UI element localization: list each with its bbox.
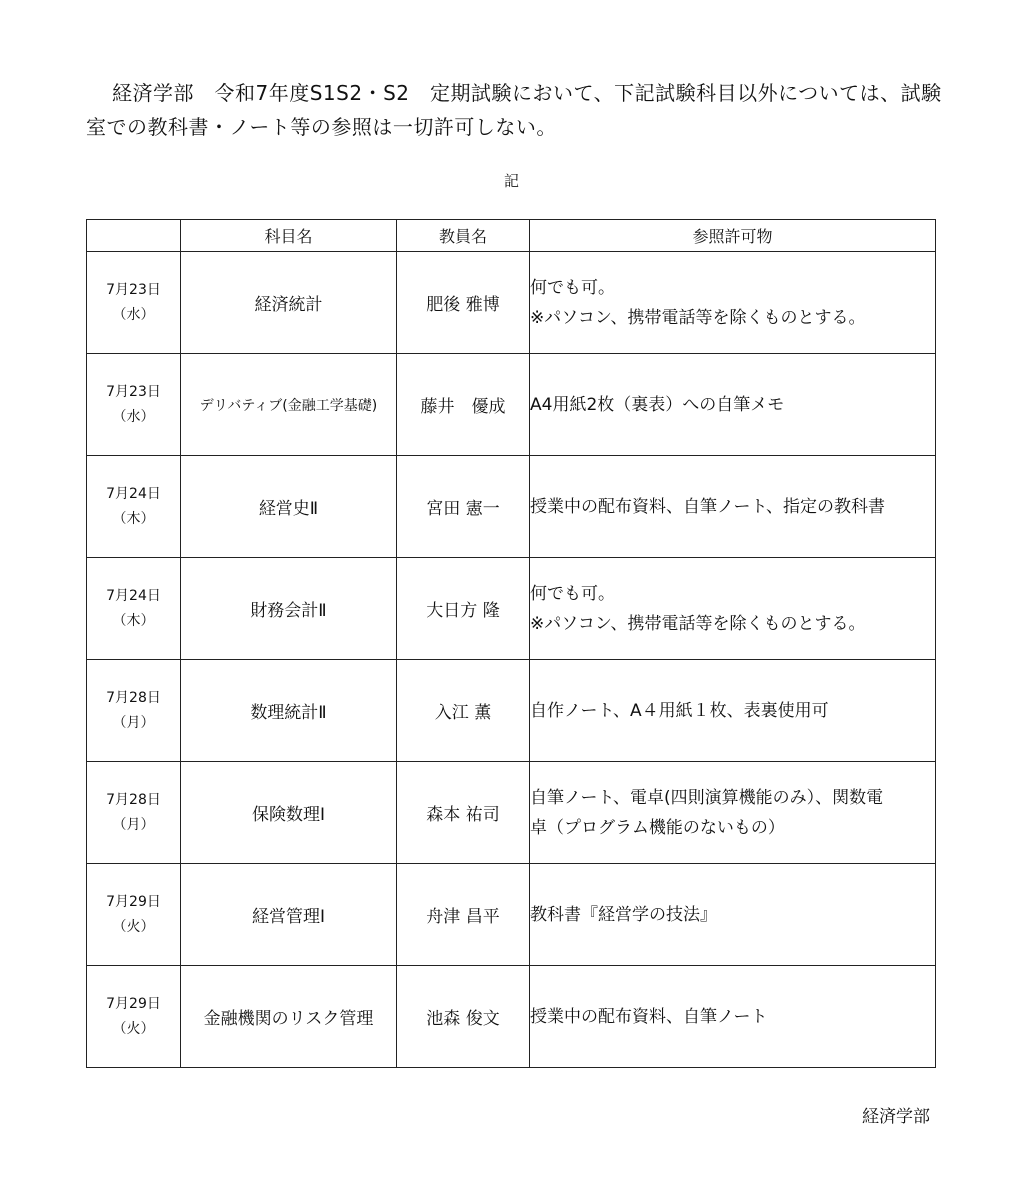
issuer-signature: 経済学部	[862, 1107, 930, 1127]
subject-name: 経営史Ⅱ	[181, 456, 397, 558]
notice-paragraph: 経済学部 令和7年度S1S2・S2 定期試験において、下記試験科目以外については、試験室での教科書・ノート等の参照は一切許可しない。	[86, 81, 942, 139]
teacher-name: 舟津 昌平	[397, 864, 530, 966]
teacher-name: 大日方 隆	[397, 558, 530, 660]
exam-date: 7月24日	[106, 587, 161, 604]
allowed-materials	[530, 558, 936, 660]
allowed-materials	[530, 966, 936, 1068]
exam-weekday: （火）	[112, 1020, 155, 1037]
exam-weekday: （火）	[112, 918, 155, 935]
subject-name: 経済統計	[181, 252, 397, 354]
table-row	[87, 762, 936, 864]
exam-date: 7月28日	[106, 689, 161, 706]
allowed-line: 卓（プログラム機能のないもの）	[530, 817, 785, 838]
allowed-line: 何でも可。	[530, 277, 615, 298]
allowed-line: 自筆ノート、電卓(四則演算機能のみ）、関数電	[530, 787, 884, 808]
exam-weekday: （木）	[112, 510, 155, 527]
allowed-materials	[530, 354, 936, 456]
header-subject: 科目名	[181, 220, 397, 252]
allowed-materials	[530, 660, 936, 762]
date-cell	[87, 966, 181, 1068]
header-teacher: 教員名	[397, 220, 530, 252]
teacher-name: 池森 俊文	[397, 966, 530, 1068]
teacher-name: 入江 薫	[397, 660, 530, 762]
date-cell	[87, 456, 181, 558]
allowed-line: A4用紙2枚（裏表）への自筆メモ	[530, 394, 785, 415]
exam-date: 7月23日	[106, 281, 161, 298]
header-date	[87, 220, 181, 252]
date-cell	[87, 762, 181, 864]
allowed-line: 授業中の配布資料、自筆ノート、指定の教科書	[530, 496, 885, 517]
allowed-line: ※パソコン、携帯電話等を除くものとする。	[530, 613, 866, 634]
exam-date: 7月28日	[106, 791, 161, 808]
teacher-name: 森本 祐司	[397, 762, 530, 864]
exam-weekday: （水）	[112, 408, 155, 425]
allowed-materials	[530, 864, 936, 966]
subject-name: 金融機関のリスク管理	[181, 966, 397, 1068]
subject-name: 財務会計Ⅱ	[181, 558, 397, 660]
allowed-line: 授業中の配布資料、自筆ノート	[530, 1006, 768, 1027]
subject-name: 経営管理Ⅰ	[181, 864, 397, 966]
teacher-name: 宮田 憲一	[397, 456, 530, 558]
teacher-name: 藤井 優成	[397, 354, 530, 456]
exam-weekday: （月）	[112, 816, 155, 833]
table-row	[87, 558, 936, 660]
exam-date: 7月23日	[106, 383, 161, 400]
table-header-row	[87, 220, 936, 252]
header-allowed-materials: 参照許可物	[530, 220, 936, 252]
subject-name: 保険数理Ⅰ	[181, 762, 397, 864]
exam-weekday: （木）	[112, 612, 155, 629]
date-cell	[87, 558, 181, 660]
table-row	[87, 864, 936, 966]
date-cell	[87, 252, 181, 354]
date-cell	[87, 660, 181, 762]
exam-weekday: （水）	[112, 306, 155, 323]
allowed-line: 何でも可。	[530, 583, 615, 604]
exam-date: 7月29日	[106, 893, 161, 910]
exam-date: 7月24日	[106, 485, 161, 502]
allowed-materials	[530, 762, 936, 864]
allowed-line: 自作ノート、A４用紙１枚、表裏使用可	[530, 700, 829, 721]
allowed-materials	[530, 252, 936, 354]
subject-name: 数理統計Ⅱ	[181, 660, 397, 762]
table-row	[87, 966, 936, 1068]
exam-reference-table	[86, 219, 936, 1068]
exam-weekday: （月）	[112, 714, 155, 731]
subject-name: デリバティブ(金融工学基礎)	[181, 354, 397, 456]
teacher-name: 肥後 雅博	[397, 252, 530, 354]
ki-heading: 記	[503, 172, 519, 190]
exam-date: 7月29日	[106, 995, 161, 1012]
table-row	[87, 354, 936, 456]
allowed-line: ※パソコン、携帯電話等を除くものとする。	[530, 307, 866, 328]
allowed-line: 教科書『経営学の技法』	[530, 904, 717, 925]
table-row	[87, 660, 936, 762]
date-cell	[87, 354, 181, 456]
allowed-materials	[530, 456, 936, 558]
table-row	[87, 252, 936, 354]
table-row	[87, 456, 936, 558]
date-cell	[87, 864, 181, 966]
